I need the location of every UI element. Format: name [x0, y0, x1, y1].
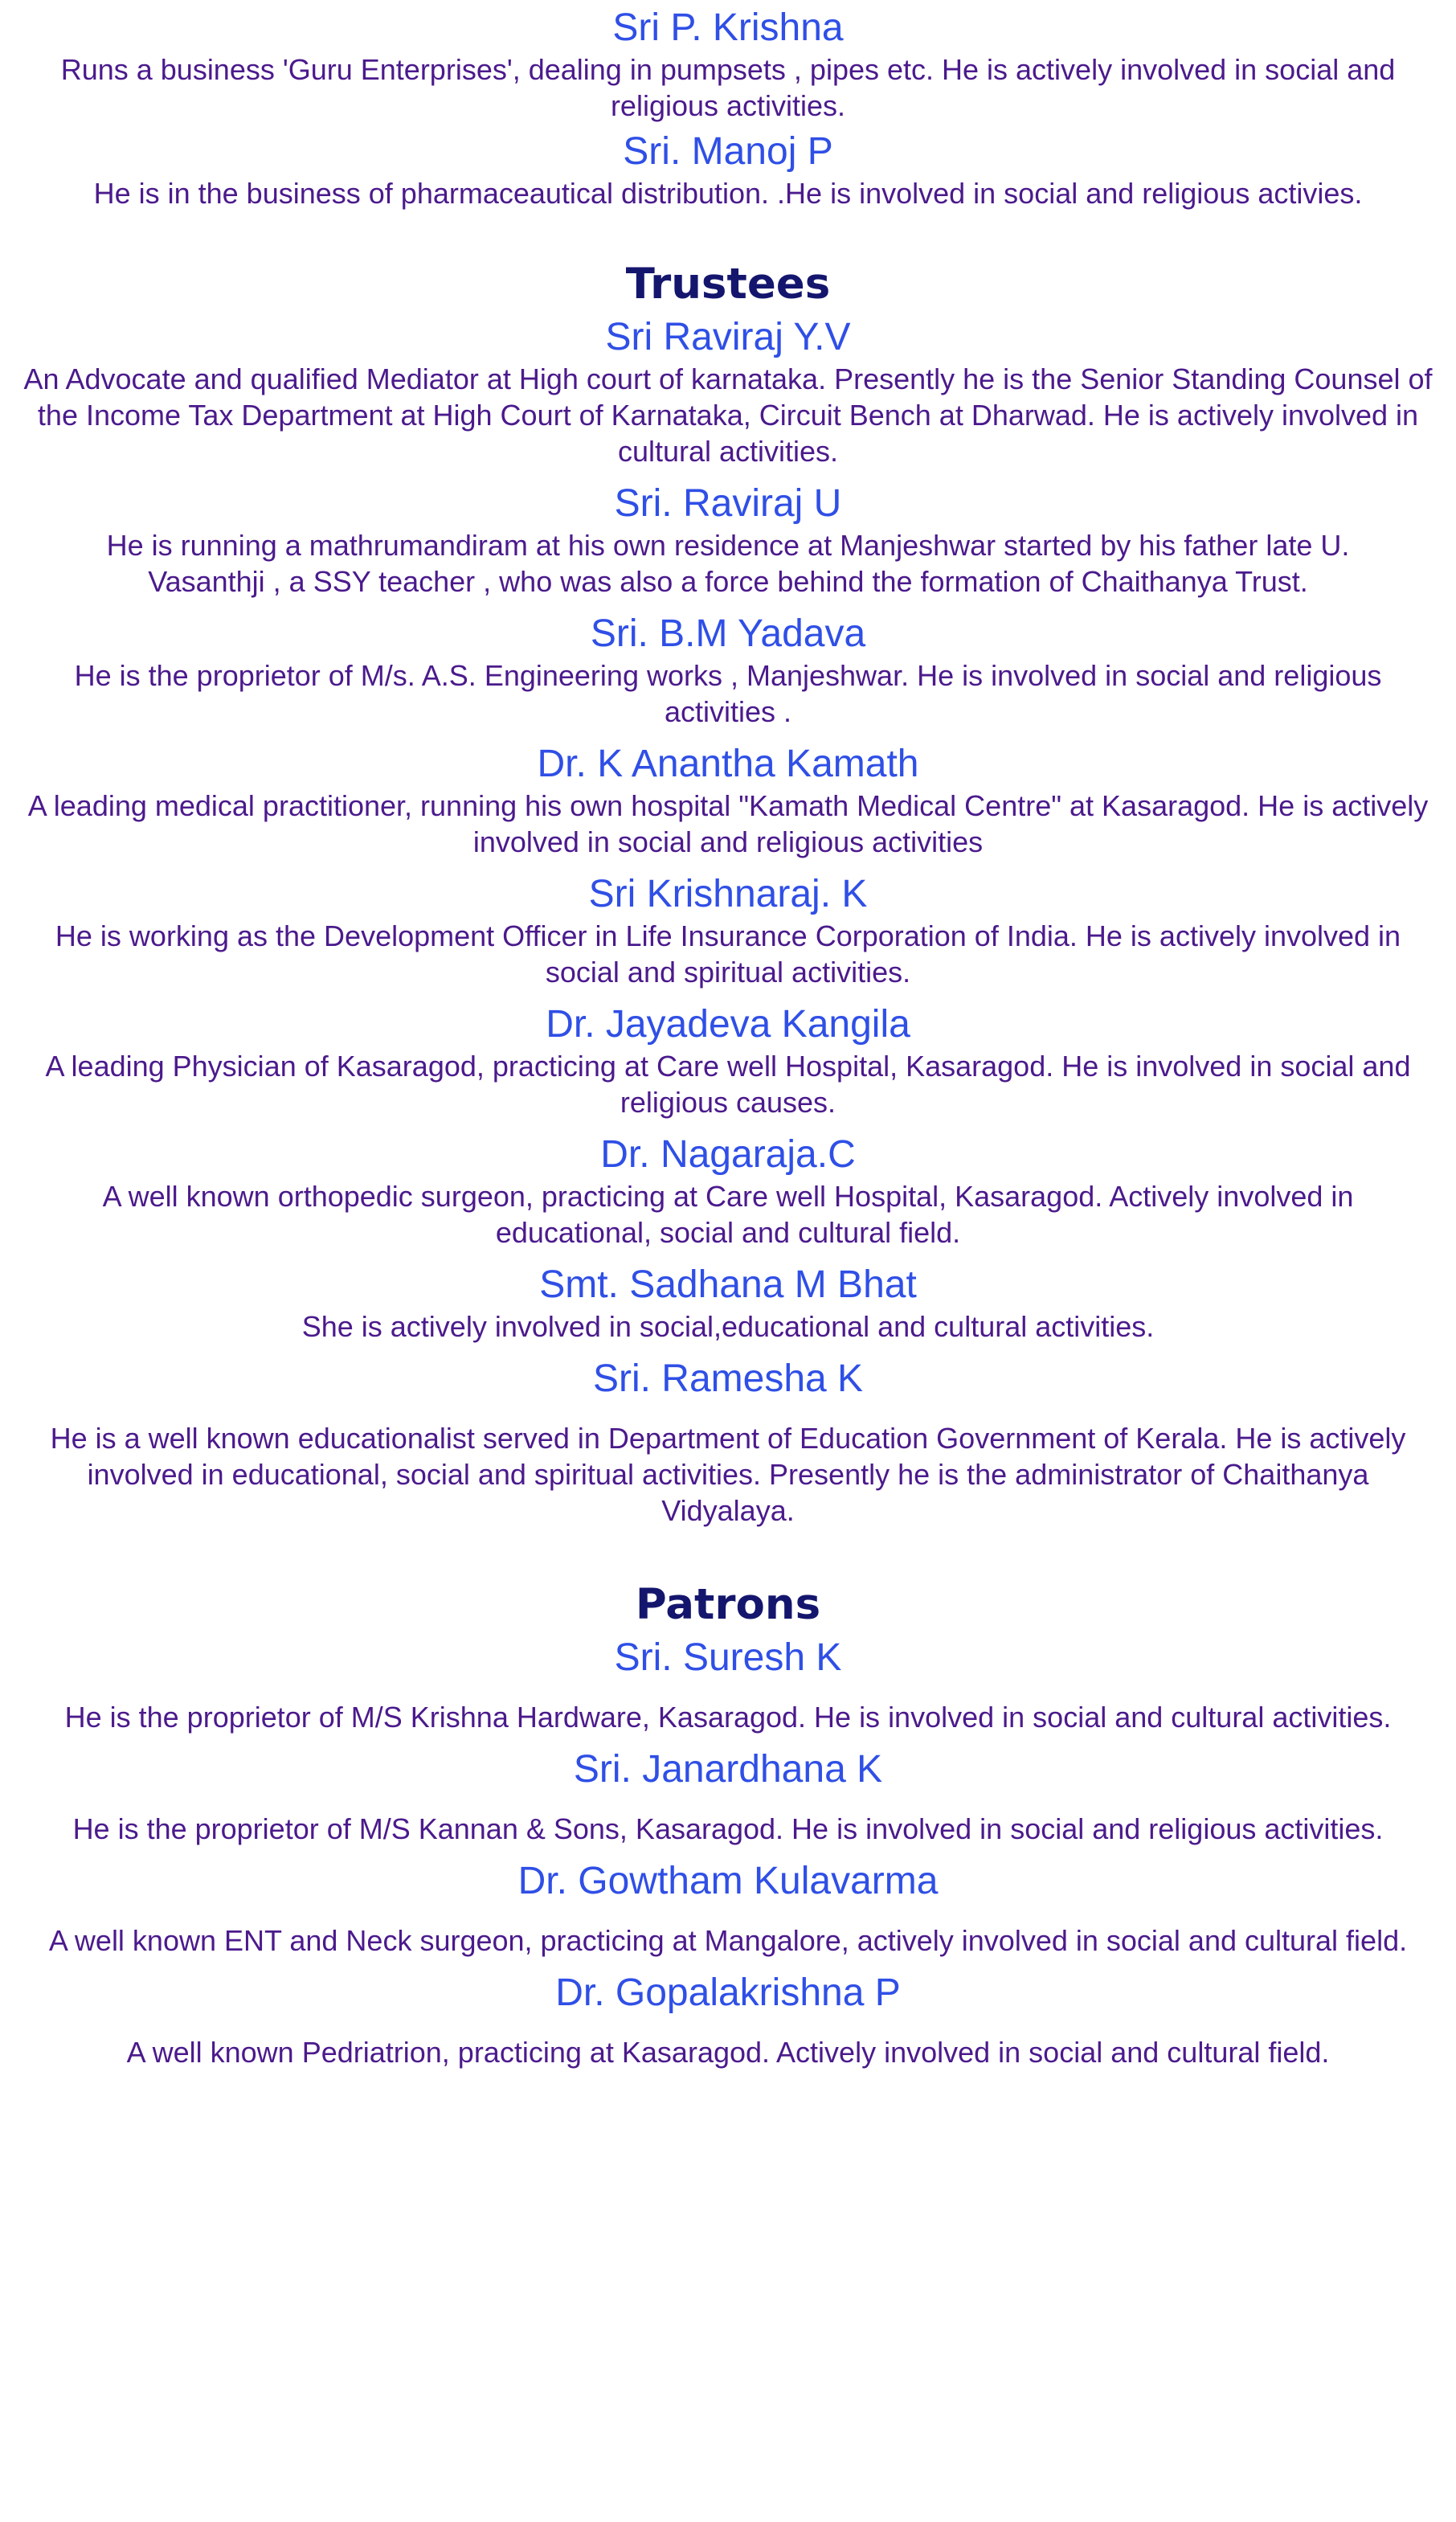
trustee-description: An Advocate and qualified Mediator at High court of karnataka. Presently he is the Senior Standing Counsel of the Income Tax Department at High Court of Karnataka, Circuit Bench at Dharwad. He is actively involved in cultural activities.	[23, 362, 1433, 468]
trustee-entry	[0, 611, 1456, 730]
trustee-name: Sri. B.M Yadava	[590, 612, 866, 655]
trustee-name: Dr. Jayadeva Kangila	[546, 1003, 910, 1046]
patron-description: A well known Pedriatrion, practicing at Kasaragod. Actively involved in social and cultural field.	[126, 2036, 1330, 2069]
member-name: Sri. Manoj P	[623, 130, 833, 173]
section-title-trustees: Trustees	[625, 260, 831, 309]
trustee-name: Sri Krishnaraj. K	[588, 873, 868, 915]
trustee-name: Sri Raviraj Y.V	[605, 316, 851, 358]
trustee-description: A leading Physician of Kasaragod, practicing at Care well Hospital, Kasaragod. He is involved in social and religious causes.	[45, 1050, 1411, 1119]
trustee-name: Sri. Raviraj U	[614, 482, 842, 525]
trustee-entry	[0, 741, 1456, 860]
trustee-entry	[0, 871, 1456, 990]
trustee-name: Dr. K Anantha Kamath	[537, 743, 919, 785]
patron-name: Dr. Gowtham Kulavarma	[517, 1860, 939, 1902]
trustee-description: He is the proprietor of M/s. A.S. Engineering works , Manjeshwar. He is involved in social and religious activities .	[74, 659, 1382, 728]
patron-name: Dr. Gopalakrishna P	[555, 1971, 901, 2014]
trustee-entry	[0, 481, 1456, 600]
member-description: Runs a business 'Guru Enterprises', dealing in pumpsets , pipes etc. He is actively involved in social and religious activities.	[60, 53, 1396, 122]
trustee-description: A well known orthopedic surgeon, practicing at Care well Hospital, Kasaragod. Actively involved in educational, social and cultural field.	[102, 1180, 1354, 1249]
patron-name: Sri. Janardhana K	[573, 1748, 883, 1791]
member-name: Sri P. Krishna	[612, 6, 844, 49]
member-entry	[0, 129, 1456, 211]
trustee-description: He is running a mathrumandiram at his own residence at Manjeshwar started by his father late U. Vasanthji , a SSY teacher , who was also a force behind the formation of Chaithanya Trust.	[106, 529, 1350, 598]
patron-entry	[0, 1970, 1456, 2070]
trustee-entry	[0, 314, 1456, 469]
patron-description: He is the proprietor of M/S Krishna Hardware, Kasaragod. He is involved in social and cultural activities.	[64, 1701, 1392, 1734]
patron-entry	[0, 1635, 1456, 1735]
trustee-entry	[0, 1132, 1456, 1251]
patron-name: Sri. Suresh K	[614, 1636, 842, 1679]
patron-description: A well known ENT and Neck surgeon, practicing at Mangalore, actively involved in social and cultural field.	[48, 1924, 1408, 1957]
trustee-entry	[0, 1356, 1456, 1529]
trustee-name: Sri. Ramesha K	[592, 1357, 864, 1400]
trustee-name: Smt. Sadhana M Bhat	[539, 1263, 917, 1306]
patron-description: He is the proprietor of M/S Kannan & Sons, Kasaragod. He is involved in social and religious activities.	[72, 1812, 1384, 1845]
trustee-description: He is a well known educationalist served in Department of Education Government of Kerala. He is actively involved in educational, social and spiritual activities. Presently he is the administrator of Chaithanya Vidyalaya.	[50, 1422, 1406, 1527]
patron-entry	[0, 1858, 1456, 1959]
trustee-description: A leading medical practitioner, running his own hospital "Kamath Medical Centre" at Kasaragod. He is actively involved in social and religious activities	[27, 789, 1429, 858]
trustee-name: Dr. Nagaraja.C	[600, 1133, 856, 1176]
member-description: He is in the business of pharmaceautical distribution. .He is involved in social and religious activies.	[93, 177, 1363, 210]
trustee-entry	[0, 1001, 1456, 1120]
trustee-description: He is working as the Development Officer in Life Insurance Corporation of India. He is actively involved in social and spiritual activities.	[55, 919, 1401, 989]
trustee-description: She is actively involved in social,educational and cultural activities.	[301, 1310, 1155, 1343]
section-title-patrons: Patrons	[635, 1580, 821, 1629]
trustee-entry	[0, 1262, 1456, 1345]
patron-entry	[0, 1746, 1456, 1847]
member-entry	[0, 5, 1456, 124]
